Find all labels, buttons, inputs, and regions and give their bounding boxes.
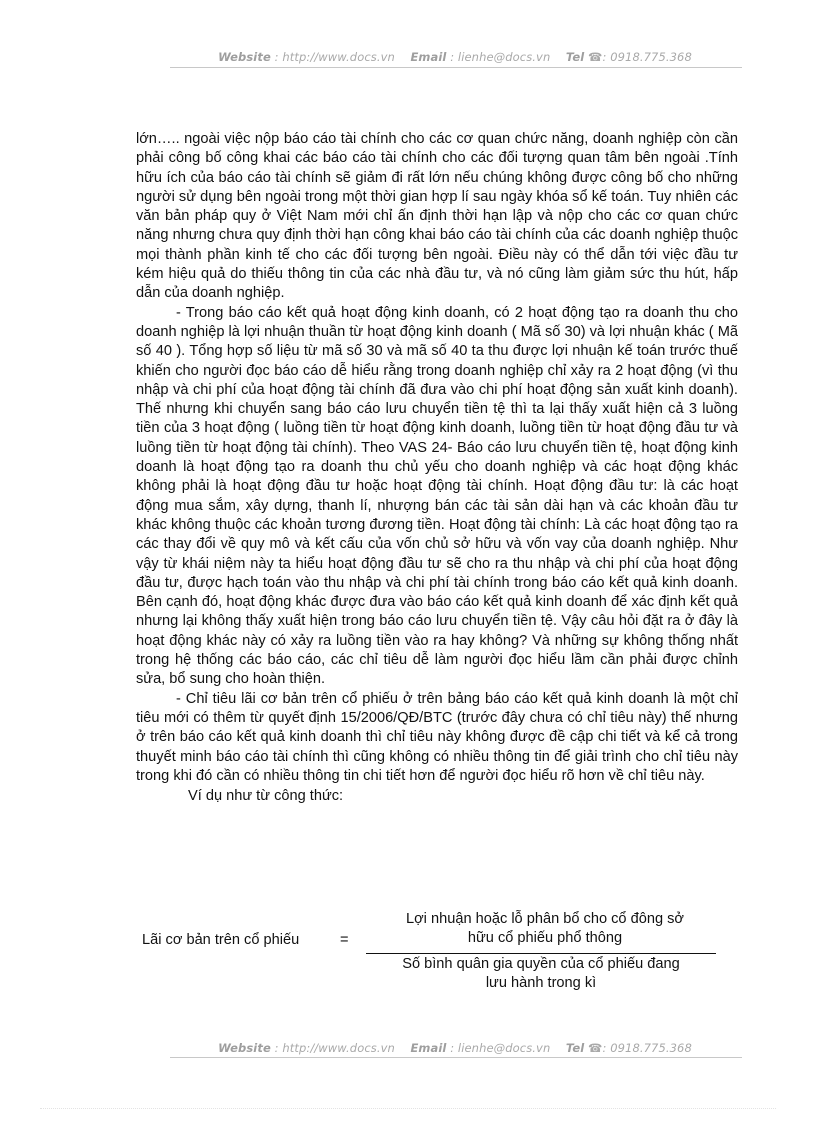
numerator-line-2: hữu cổ phiếu phổ thông bbox=[467, 930, 623, 946]
footer-divider bbox=[170, 1057, 742, 1058]
header-website-value[interactable]: : http://www.docs.vn bbox=[274, 50, 395, 64]
formula-numerator bbox=[370, 910, 720, 948]
body-text bbox=[136, 130, 738, 806]
page-bottom-border bbox=[40, 1108, 776, 1109]
footer-email-value[interactable]: : lienhe@docs.vn bbox=[450, 1041, 551, 1055]
formula-denominator bbox=[366, 955, 716, 993]
header-email-label: Email bbox=[410, 50, 447, 64]
denominator-line-1: Số bình quân gia quyền của cổ phiếu đang bbox=[402, 956, 680, 972]
page-header bbox=[170, 50, 740, 64]
paragraph-2: - Trong báo cáo kết quả hoạt động kinh doanh, có 2 hoạt động tạo ra doanh thu cho doanh nghiệp là lợi nhuận thuần từ hoạt động kinh doanh ( Mã số 30) và lợi nhuận khác ( Mã số 40 ). Tổng hợp số liệu từ mã số 30 và mã số 40 ta thu được lợi nhuận kế toán trước thuế khiến cho người đọc báo cáo dễ hiểu rằng trong doanh nghiệp chỉ xảy ra 2 hoạt động (vì thu nhập và chi phí của hoạt động tài chính đã đưa vào chi phí hoạt động sản xuất kinh doanh). Thế nhưng khi chuyển sang báo cáo lưu chuyển tiền tệ thì ta lại thấy xuất hiện cả 3 luồng tiền của 3 hoạt động ( luồng tiền từ hoạt động kinh doanh, luồng tiền từ hoạt động đầu tư và luồng tiền từ hoạt động tài chính). Theo VAS 24- Báo cáo lưu chuyển tiền tệ, hoạt động kinh doanh là hoạt động tạo ra doanh thu chủ yếu cho doanh nghiệp và các hoạt động khác không phải là hoạt động đầu tư hoặc hoạt động tài chính. Hoạt động đầu tư: là các hoạt động mua sắm, xây dựng, thanh lí, nhượng bán các tài sản dài hạn và các khoản đầu tư khác không thuộc các khoản tương đương tiền. Hoạt động tài chính: Là các hoạt động tạo ra các thay đổi về quy mô và kết cấu của vốn chủ sở hữu và vốn vay của doanh nghiệp. Như vậy từ khái niệm này ta hiểu hoạt động đầu tư sẽ cho ra thu nhập và chi phí của hoạt động đầu tư, được hạch toán vào thu nhập và chi phí tài chính trong báo cáo kết quả kinh doanh. Bên cạnh đó, hoạt động khác được đưa vào báo cáo kết quả kinh doanh để xác định kết quả nhưng lại không thấy xuất hiện trong báo cáo lưu chuyển tiền tệ. Vậy câu hỏi đặt ra ở đây là hoạt động khác này có xảy ra luồng tiền vào ra hay không? Và những sự không thống nhất trong hệ thống các báo cáo, các chỉ tiêu dễ làm người đọc hiểu lầm cần phải được chỉnh sửa, bổ sung cho hoàn thiện. bbox=[136, 304, 738, 688]
paragraph-3: - Chỉ tiêu lãi cơ bản trên cổ phiếu ở trên bảng báo cáo kết quả kinh doanh là một chỉ tiêu mới có thêm từ quyết định 15/2006/QĐ/BTC (trước đây chưa có chỉ tiêu này) thế nhưng ở trên báo cáo kết quả kinh doanh thì chỉ tiêu này không được đề cập chi tiết và kể cả trong thuyết minh báo cáo tài chính thì cũng không có nhiều thông tin để giải trình cho chỉ tiêu này trong khi đó cần có nhiều thông tin chi tiết hơn để người đọc hiểu rõ hơn về chỉ tiêu này. bbox=[136, 690, 738, 784]
header-email-value[interactable]: : lienhe@docs.vn bbox=[450, 50, 551, 64]
header-divider bbox=[170, 67, 742, 68]
header-tel-value: : 0918.775.368 bbox=[602, 50, 692, 64]
footer-website-label: Website bbox=[218, 1041, 271, 1055]
denominator-line-2: lưu hành trong kì bbox=[485, 975, 597, 991]
footer-email-label: Email bbox=[410, 1041, 447, 1055]
phone-icon: ☎ bbox=[588, 1041, 603, 1055]
numerator-line-1: Lợi nhuận hoặc lỗ phân bổ cho cổ đông sở bbox=[406, 911, 684, 927]
footer-tel-label: Tel bbox=[565, 1041, 585, 1055]
paragraph-1: lớn….. ngoài việc nộp báo cáo tài chính cho các cơ quan chức năng, doanh nghiệp còn cần phải công bố công khai các báo cáo tài chính cho các đối tượng quan tâm bên ngoài .Tính hữu ích của báo cáo tài chính sẽ giảm đi rất lớn nếu chúng không được công bố cho những người sử dụng bên ngoài trong một thời gian hợp lí sau ngày khóa sổ kế toán. Tuy nhiên các văn bản pháp quy ở Việt Nam mới chỉ ấn định thời hạn lập và nộp cho các cơ quan chức năng nhưng chưa quy định thời hạn công khai báo cáo tài chính của các doanh nghiệp thuộc mọi thành phần kinh tế cho các đối tượng bên ngoài. Điều này có thể dẫn tới việc đầu tư kém hiệu quả do thiếu thông tin của các nhà đầu tư, và nó cũng làm giảm sức thu hút, hấp dẫn của doanh nghiệp. bbox=[136, 131, 738, 302]
formula-equals: = bbox=[340, 932, 349, 948]
formula-label: Lãi cơ bản trên cổ phiếu bbox=[142, 932, 300, 948]
formula bbox=[136, 906, 738, 996]
example-intro: Ví dụ như từ công thức: bbox=[188, 788, 344, 805]
header-tel-label: Tel bbox=[565, 50, 585, 64]
footer-tel-value: : 0918.775.368 bbox=[602, 1041, 692, 1055]
page-footer bbox=[170, 1041, 740, 1055]
fraction-bar bbox=[366, 953, 716, 954]
footer-website-value[interactable]: : http://www.docs.vn bbox=[274, 1041, 395, 1055]
phone-icon: ☎ bbox=[588, 50, 603, 64]
header-website-label: Website bbox=[218, 50, 271, 64]
